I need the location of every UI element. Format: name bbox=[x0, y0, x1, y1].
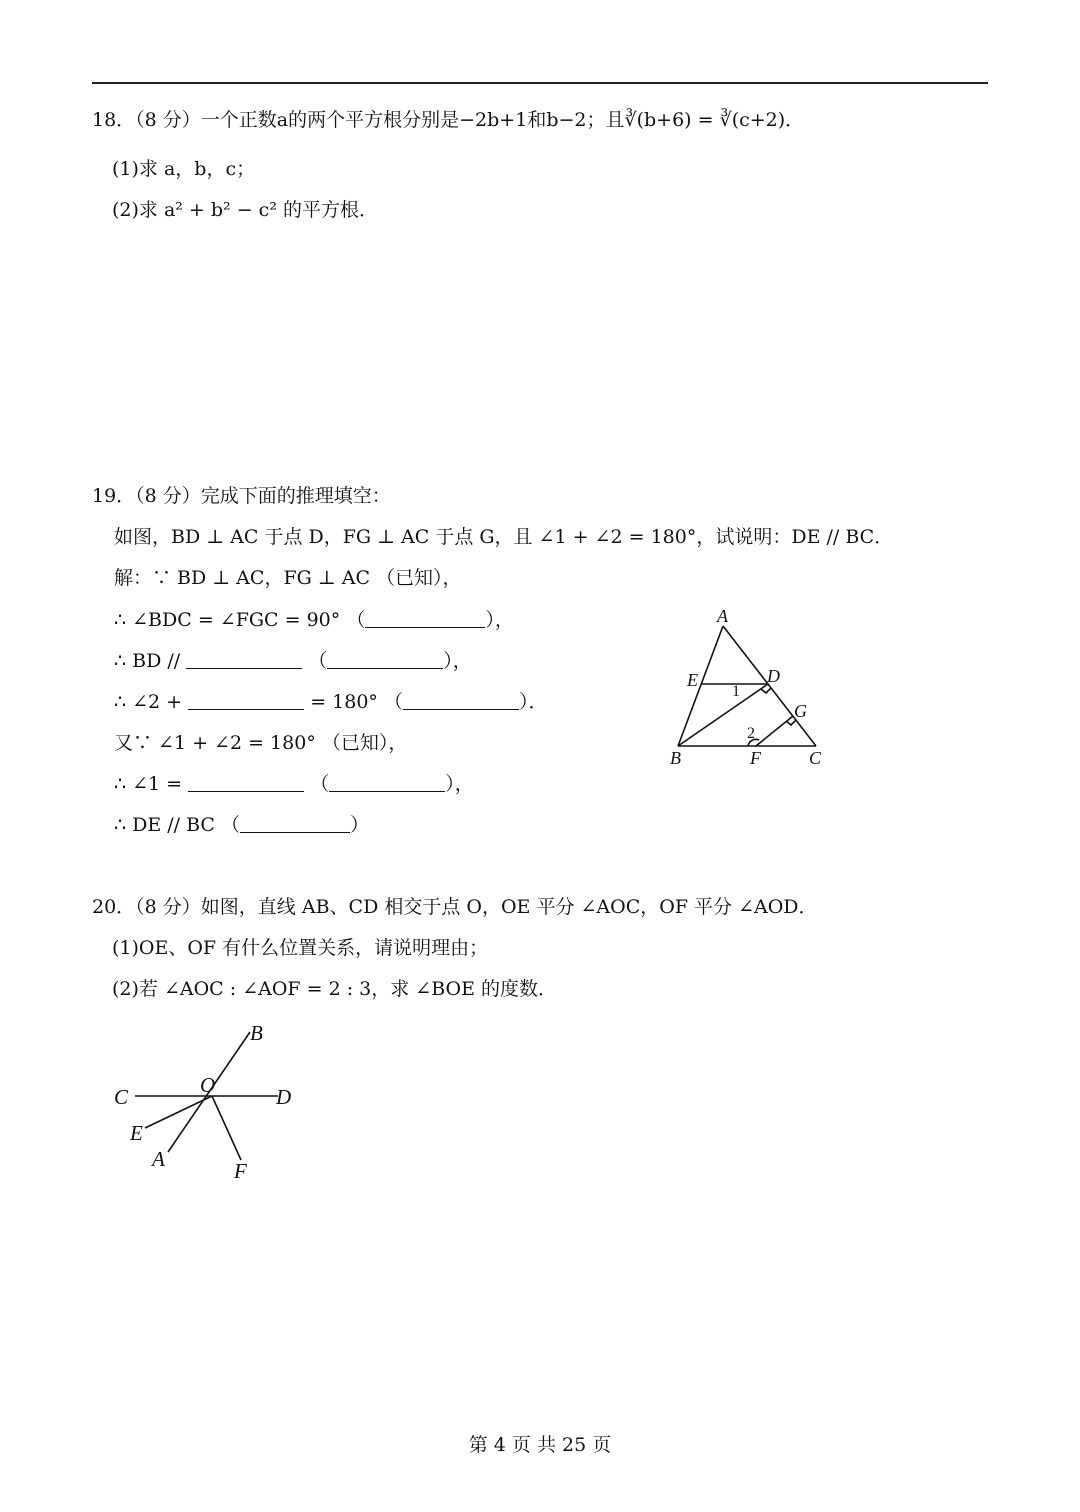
reason-blank-4[interactable] bbox=[329, 773, 445, 792]
label-d: D bbox=[276, 1085, 292, 1109]
label-d: D bbox=[767, 666, 780, 686]
label-f: F bbox=[750, 748, 761, 768]
label-e: E bbox=[687, 670, 698, 690]
q19-intro: 如图，BD ⊥ AC 于点 D，FG ⊥ AC 于点 G，且 ∠1 + ∠2 = 180°，试说明：DE // BC． bbox=[114, 526, 894, 548]
label-a: A bbox=[152, 1147, 165, 1171]
q19-step3 bbox=[114, 649, 472, 673]
reason-blank-3[interactable] bbox=[403, 691, 519, 710]
q19-step3-open: （ bbox=[308, 650, 328, 672]
answer-blank-1[interactable] bbox=[186, 650, 302, 669]
q18-part2: (2)求 a² + b² − c² 的平方根． bbox=[112, 199, 378, 221]
reason-blank-2[interactable] bbox=[327, 650, 443, 669]
q19-step2-end: ）， bbox=[485, 609, 514, 631]
label-c: C bbox=[114, 1085, 129, 1109]
segment-fg bbox=[756, 716, 793, 746]
label-a: A bbox=[717, 606, 728, 626]
label-b: B bbox=[670, 748, 681, 768]
header-rule bbox=[92, 82, 988, 84]
q20-part1: (1)OE、OF 有什么位置关系，请说明理由； bbox=[112, 937, 489, 959]
label-angle-2: 2 bbox=[747, 725, 755, 742]
label-o: O bbox=[200, 1073, 216, 1097]
ray-oe bbox=[145, 1096, 212, 1128]
q19-step5: 又∵ ∠1 + ∠2 = 180° （已知）， bbox=[114, 732, 408, 754]
reason-blank-5[interactable] bbox=[240, 814, 350, 833]
reason-blank-1[interactable] bbox=[365, 609, 485, 628]
answer-blank-3[interactable] bbox=[188, 773, 304, 792]
q19-step6-text: ∴ ∠1 = bbox=[114, 773, 183, 795]
label-f: F bbox=[234, 1159, 247, 1183]
q19-step4-text: ∴ ∠2 + bbox=[114, 691, 183, 713]
q19-step2-text: ∴ ∠BDC = ∠FGC = 90° （ bbox=[114, 609, 366, 631]
label-e: E bbox=[130, 1121, 143, 1145]
label-b: B bbox=[250, 1021, 263, 1045]
label-g: G bbox=[794, 701, 807, 721]
answer-blank-2[interactable] bbox=[188, 691, 304, 710]
q19-step4 bbox=[114, 690, 547, 714]
page-footer: 第 4 页 共 25 页 bbox=[468, 1434, 612, 1456]
q19-step3-text: ∴ BD // bbox=[114, 650, 181, 672]
q20-part2: (2)若 ∠AOC : ∠AOF = 2 : 3，求 ∠BOE 的度数． bbox=[112, 978, 558, 1000]
q19-step4-mid: = 180° （ bbox=[310, 691, 403, 713]
label-c: C bbox=[809, 748, 822, 768]
q19-triangle-figure bbox=[660, 604, 860, 774]
q20-angle-figure bbox=[100, 1018, 330, 1188]
q19-step6-open: （ bbox=[310, 773, 330, 795]
label-angle-1: 1 bbox=[732, 683, 740, 700]
q19-step2 bbox=[114, 608, 514, 632]
q19-step7-text: ∴ DE // BC （ bbox=[114, 814, 241, 836]
q19-title: 19．（8 分）完成下面的推理填空： bbox=[92, 485, 391, 507]
q18-part1: (1)求 a，b，c； bbox=[112, 158, 256, 180]
q20-title: 20．（8 分）如图，直线 AB、CD 相交于点 O，OE 平分 ∠AOC，OF 平分 ∠AOD． bbox=[92, 896, 818, 918]
side-ab bbox=[678, 626, 723, 746]
q19-step7-end: ） bbox=[350, 814, 370, 836]
q19-step7 bbox=[114, 813, 369, 837]
q18-title: 18．（8 分）一个正数a的两个平方根分别是−2b+1和b−2；且∛(b+6) = ∛(c+2)． bbox=[92, 109, 805, 131]
q19-step3-end: ）， bbox=[443, 650, 472, 672]
ray-of bbox=[212, 1096, 241, 1160]
q19-step4-end: ）． bbox=[518, 691, 548, 713]
q19-step1: 解：∵ BD ⊥ AC，FG ⊥ AC （已知）， bbox=[114, 567, 462, 589]
q19-step6 bbox=[114, 772, 474, 796]
q19-step6-end: ）， bbox=[445, 773, 474, 795]
